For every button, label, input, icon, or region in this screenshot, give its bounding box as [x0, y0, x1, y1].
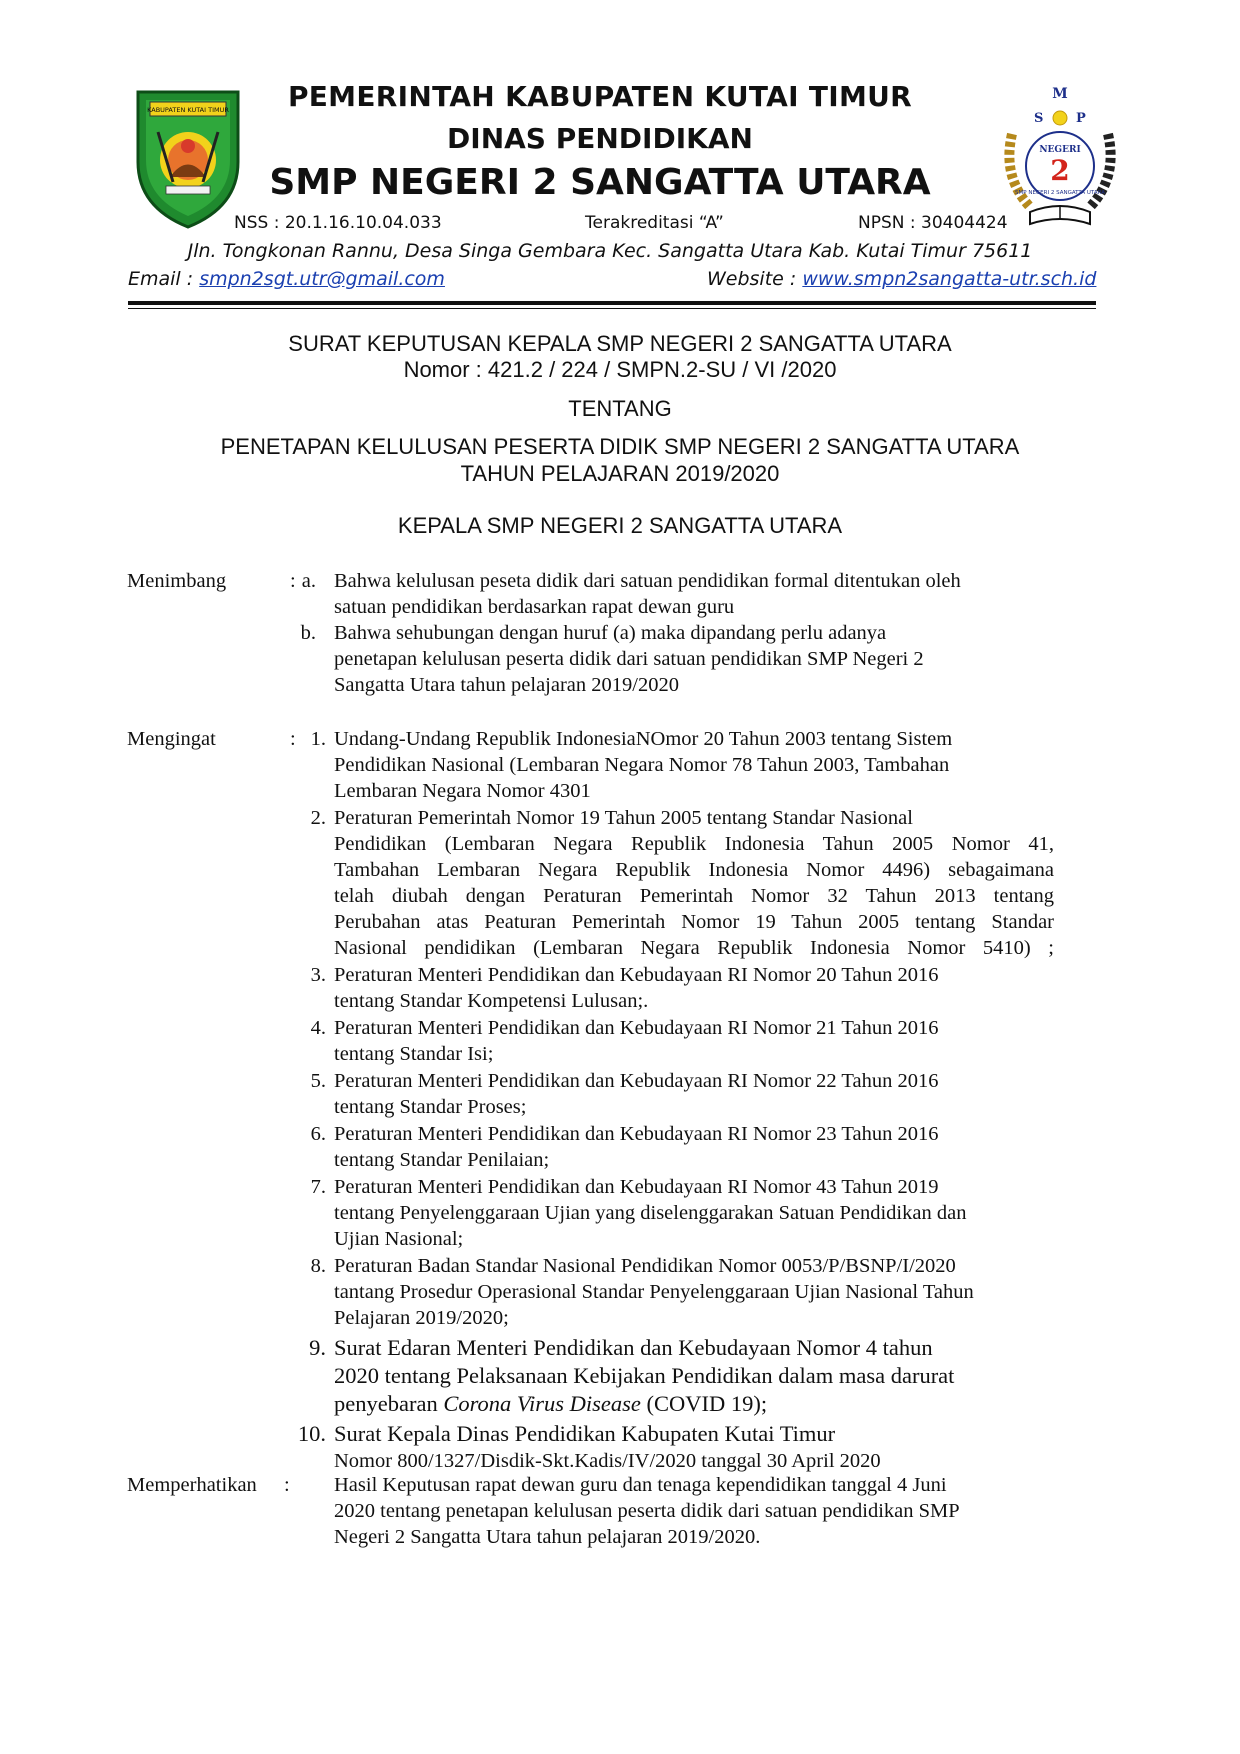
- nss-number: NSS : 20.1.16.10.04.033: [234, 213, 442, 233]
- text-line: Peraturan Menteri Pendidikan dan Kebudayaan RI Nomor 20 Tahun 2016: [334, 964, 939, 986]
- letterhead-school-name: SMP NEGERI 2 SANGATTA UTARA: [269, 162, 931, 203]
- mengingat-item-2: [334, 805, 1054, 961]
- text-line: Peraturan Menteri Pendidikan dan Kebudayaan RI Nomor 43 Tahun 2019: [334, 1176, 939, 1198]
- text-line: tentang Standar Proses;: [334, 1096, 527, 1118]
- letterhead-divider-thin: [128, 308, 1096, 309]
- letterhead-divider-thick: [128, 301, 1096, 305]
- mengingat-marker-1: 1.: [310, 728, 326, 750]
- mengingat-marker-7: 7.: [310, 1176, 326, 1198]
- text-line: Pelajaran 2019/2020;: [334, 1307, 509, 1329]
- decree-title: SURAT KEPUTUSAN KEPALA SMP NEGERI 2 SANGATTA UTARA: [288, 331, 952, 356]
- decree-subject: PENETAPAN KELULUSAN PESERTA DIDIK SMP NEGERI 2 SANGATTA UTARA: [220, 434, 1020, 459]
- mengingat-label: Mengingat: [127, 728, 216, 750]
- school-emblem-icon: [990, 82, 1130, 232]
- memperhatikan-text: [334, 1472, 1084, 1550]
- text-line: Surat Edaran Menteri Pendidikan dan Kebudayaan Nomor 4 tahun: [334, 1335, 933, 1360]
- text-line: 2020 tentang Pelaksanaan Kebijakan Pendidikan dalam masa darurat: [334, 1363, 955, 1388]
- mengingat-item-3: [334, 962, 1054, 1014]
- mengingat-item-6: [334, 1121, 1054, 1173]
- mengingat-item-5: [334, 1068, 1054, 1120]
- svg-text:2: 2: [1050, 154, 1070, 187]
- text-line: tantang Prosedur Operasional Standar Penyelenggaraan Ujian Nasional Tahun: [334, 1281, 974, 1303]
- text-line: tentang Penyelenggaraan Ujian yang diselenggarakan Satuan Pendidikan dan: [334, 1202, 967, 1224]
- text-line: Tambahan Lembaran Negara Republik Indonesia Nomor 4496) sebagaimana: [334, 859, 1054, 881]
- mengingat-colon: :: [290, 728, 296, 750]
- mengingat-item-10: [334, 1420, 1054, 1474]
- school-address: Jln. Tongkonan Rannu, Desa Singa Gembara Kec. Sangatta Utara Kab. Kutai Timur 75611: [187, 240, 1033, 262]
- menimbang-marker-b: b.: [300, 622, 316, 644]
- text-line: Pendidikan (Lembaran Negara Republik Indonesia Tahun 2005 Nomor 41,: [334, 833, 1054, 855]
- text-line: [334, 1390, 1054, 1418]
- website-link[interactable]: www.smpn2sangatta-utr.sch.id: [802, 268, 1097, 290]
- menimbang-label: Menimbang: [127, 570, 227, 592]
- text-line: telah diubah dengan Peraturan Pemerintah Nomor 32 Tahun 2013 tentang: [334, 885, 1054, 907]
- mengingat-marker-9: 9.: [309, 1335, 326, 1360]
- mengingat-item-1: [334, 726, 1054, 804]
- text-line: penetapan kelulusan peserta didik dari satuan pendidikan SMP Negeri 2: [334, 648, 924, 670]
- text-line: [334, 805, 1054, 831]
- text-line: Pendidikan Nasional (Lembaran Negara Nomor 78 Tahun 2003, Tambahan: [334, 754, 950, 776]
- text-line: satuan pendidikan berdasarkan rapat dewan guru: [334, 596, 735, 618]
- svg-text:M: M: [1052, 86, 1068, 102]
- text-line: Hasil Keputusan rapat dewan guru dan tenaga kependidikan tanggal 4 Juni: [334, 1474, 947, 1496]
- mengingat-marker-3: 3.: [310, 964, 326, 986]
- text-line: Surat Kepala Dinas Pendidikan Kabupaten Kutai Timur: [334, 1421, 836, 1446]
- svg-text:SMP NEGERI 2 SANGATTA UTARA: SMP NEGERI 2 SANGATTA UTARA: [1015, 190, 1105, 196]
- text-line: Peraturan Menteri Pendidikan dan Kebudayaan RI Nomor 23 Tahun 2016: [334, 1123, 939, 1145]
- svg-text:NEGERI: NEGERI: [1039, 145, 1081, 155]
- website-label: Website :: [707, 268, 803, 290]
- svg-text:S: S: [1034, 111, 1044, 126]
- email-row: [128, 268, 445, 290]
- mengingat-marker-4: 4.: [310, 1017, 326, 1039]
- mengingat-item-8: [334, 1253, 1054, 1331]
- text-line: Sangatta Utara tahun pelajaran 2019/2020: [334, 674, 679, 696]
- mengingat-marker-5: 5.: [310, 1070, 326, 1092]
- text-fragment: penyebaran: [334, 1391, 444, 1416]
- letterhead-government: PEMERINTAH KABUPATEN KUTAI TIMUR: [287, 80, 913, 113]
- svg-text:KABUPATEN KUTAI TIMUR: KABUPATEN KUTAI TIMUR: [147, 106, 229, 114]
- text-line: tentang Standar Isi;: [334, 1043, 494, 1065]
- decree-year: TAHUN PELAJARAN 2019/2020: [460, 461, 780, 486]
- email-label: Email :: [128, 268, 200, 290]
- text-line: Lembaran Negara Nomor 4301: [334, 780, 591, 802]
- svg-text:P: P: [1076, 111, 1086, 126]
- text-line: Undang-Undang Republik IndonesiaNOmor 20 Tahun 2003 tentang Sistem: [334, 728, 953, 750]
- mengingat-item-9: [334, 1334, 1054, 1418]
- text-line: Nomor 800/1327/Disdik-Skt.Kadis/IV/2020 tanggal 30 April 2020: [334, 1450, 881, 1472]
- text-line: Peraturan Menteri Pendidikan dan Kebudayaan RI Nomor 21 Tahun 2016: [334, 1017, 939, 1039]
- text-line: tentang Standar Kompetensi Lulusan;.: [334, 990, 649, 1012]
- mengingat-item-4: [334, 1015, 1054, 1067]
- mengingat-marker-8: 8.: [310, 1255, 326, 1277]
- text-line: Peraturan Menteri Pendidikan dan Kebudayaan RI Nomor 22 Tahun 2016: [334, 1070, 939, 1092]
- menimbang-colon: :: [290, 570, 296, 592]
- memperhatikan-colon: :: [284, 1474, 290, 1496]
- text-line: Perubahan atas Peaturan Pemerintah Nomor 19 Tahun 2005 tentang Standar: [334, 911, 1054, 933]
- website-row: [707, 268, 1096, 290]
- italic-term: Corona Virus Disease: [443, 1391, 641, 1416]
- text-line: Nasional pendidikan (Lembaran Negara Republik Indonesia Nomor 5410) ;: [334, 937, 1054, 959]
- text-line: Peraturan Pemerintah Nomor 19 Tahun 2005 tentang Standar Nasional: [334, 807, 913, 829]
- letterhead-department: DINAS PENDIDIKAN: [447, 122, 753, 155]
- email-link[interactable]: smpn2sgt.utr@gmail.com: [199, 268, 445, 290]
- mengingat-marker-2: 2.: [310, 807, 326, 829]
- text-line: Peraturan Badan Standar Nasional Pendidikan Nomor 0053/P/BSNP/I/2020: [334, 1255, 956, 1277]
- text-fragment: (COVID 19);: [640, 1391, 768, 1416]
- npsn-number: NPSN : 30404424: [858, 213, 1008, 233]
- decree-issuer: KEPALA SMP NEGERI 2 SANGATTA UTARA: [397, 513, 843, 538]
- mengingat-item-7: [334, 1174, 1054, 1252]
- decree-number: Nomor : 421.2 / 224 / SMPN.2-SU / VI /2020: [403, 357, 837, 382]
- text-line: tentang Standar Penilaian;: [334, 1149, 550, 1171]
- menimbang-marker-a: a.: [301, 570, 316, 592]
- text-line: 2020 tentang penetapan kelulusan peserta didik dari satuan pendidikan SMP: [334, 1500, 960, 1522]
- accreditation: Terakreditasi “A”: [585, 213, 724, 233]
- mengingat-marker-6: 6.: [310, 1123, 326, 1145]
- menimbang-item-a: [334, 568, 1054, 620]
- mengingat-marker-10: 10.: [297, 1421, 326, 1446]
- text-line: Bahwa sehubungan dengan huruf (a) maka dipandang perlu adanya: [334, 622, 887, 644]
- menimbang-item-b: [334, 620, 1054, 698]
- decree-about: TENTANG: [568, 396, 672, 421]
- memperhatikan-label: Memperhatikan: [127, 1474, 257, 1496]
- text-line: Negeri 2 Sangatta Utara tahun pelajaran 2019/2020.: [334, 1526, 761, 1548]
- text-line: Bahwa kelulusan peseta didik dari satuan pendidikan formal ditentukan oleh: [334, 570, 961, 592]
- text-line: Ujian Nasional;: [334, 1228, 464, 1250]
